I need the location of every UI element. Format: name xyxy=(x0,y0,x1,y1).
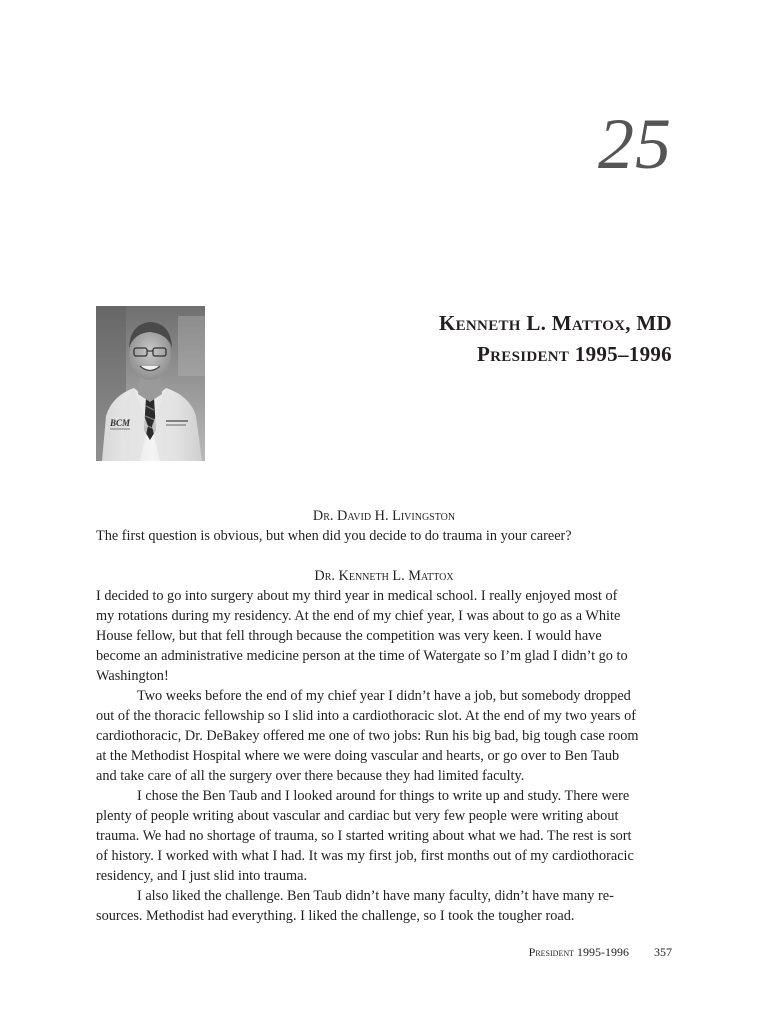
text-line: residency, and I just slid into trauma. xyxy=(96,868,308,884)
text-line: I also liked the challenge. Ben Taub didn’t have many faculty, didn’t have many re- xyxy=(137,888,614,904)
text-line: sources. Methodist had everything. I liked the challenge, so I took the tougher road. xyxy=(96,908,575,924)
text-line: out of the thoracic fellowship so I slid into a cardiothoracic slot. At the end of my two years of xyxy=(96,708,636,724)
text-line: cardiothoracic, Dr. DeBakey offered me one of two jobs: Run his big bad, big tough case room xyxy=(96,728,639,744)
text-line: become an administrative medicine person at the time of Watergate so I’m glad I didn’t go to xyxy=(96,648,628,664)
coat-logo: BCM xyxy=(110,418,131,428)
answer-paragraph xyxy=(96,786,672,886)
question-text: The first question is obvious, but when did you decide to do trauma in your career? xyxy=(96,528,572,544)
text-line: of history. I worked with what I had. It was my first job, first months out of my cardiothoracic xyxy=(96,848,634,864)
answer-paragraph xyxy=(96,586,672,686)
portrait-photo xyxy=(96,306,205,461)
text-line: plenty of people writing about vascular and cardiac but very few people were writing about xyxy=(96,808,619,824)
text-line: trauma. We had no shortage of trauma, so I started writing about what we had. The rest is sort xyxy=(96,828,632,844)
answer-paragraph xyxy=(96,686,672,786)
page-number: 357 xyxy=(654,945,672,959)
text-line: my rotations during my residency. At the end of my chief year, I was about to go as a White xyxy=(96,608,621,624)
text-line: I decided to go into surgery about my third year in medical school. I really enjoyed most of xyxy=(96,588,618,604)
text-line: at the Methodist Hospital where we were doing vascular and hearts, or go over to Ben Taub xyxy=(96,748,620,764)
text-line: House fellow, but that fell through because the competition was very keen. I would have xyxy=(96,628,602,644)
speaker-label: Dr. Kenneth L. Mattox xyxy=(314,568,454,584)
answer-paragraph xyxy=(96,886,672,926)
chapter-heading xyxy=(439,308,672,370)
text-line: Washington! xyxy=(96,668,169,684)
heading-name: Kenneth L. Mattox, MD xyxy=(438,311,672,335)
running-head: President 1995-1996 xyxy=(528,945,629,959)
text-line: I chose the Ben Taub and I looked around for things to write up and study. There were xyxy=(137,788,630,804)
chapter-number: 25 xyxy=(598,104,672,184)
speaker-label: Dr. David H. Livingston xyxy=(312,508,456,524)
interview-body xyxy=(96,506,672,926)
heading-role: President 1995–1996 xyxy=(477,342,672,366)
text-line: Two weeks before the end of my chief year I didn’t have a job, but somebody dropped xyxy=(137,688,631,704)
text-line: and take care of all the surgery over there because they had limited faculty. xyxy=(96,768,525,784)
page-footer xyxy=(529,945,672,960)
